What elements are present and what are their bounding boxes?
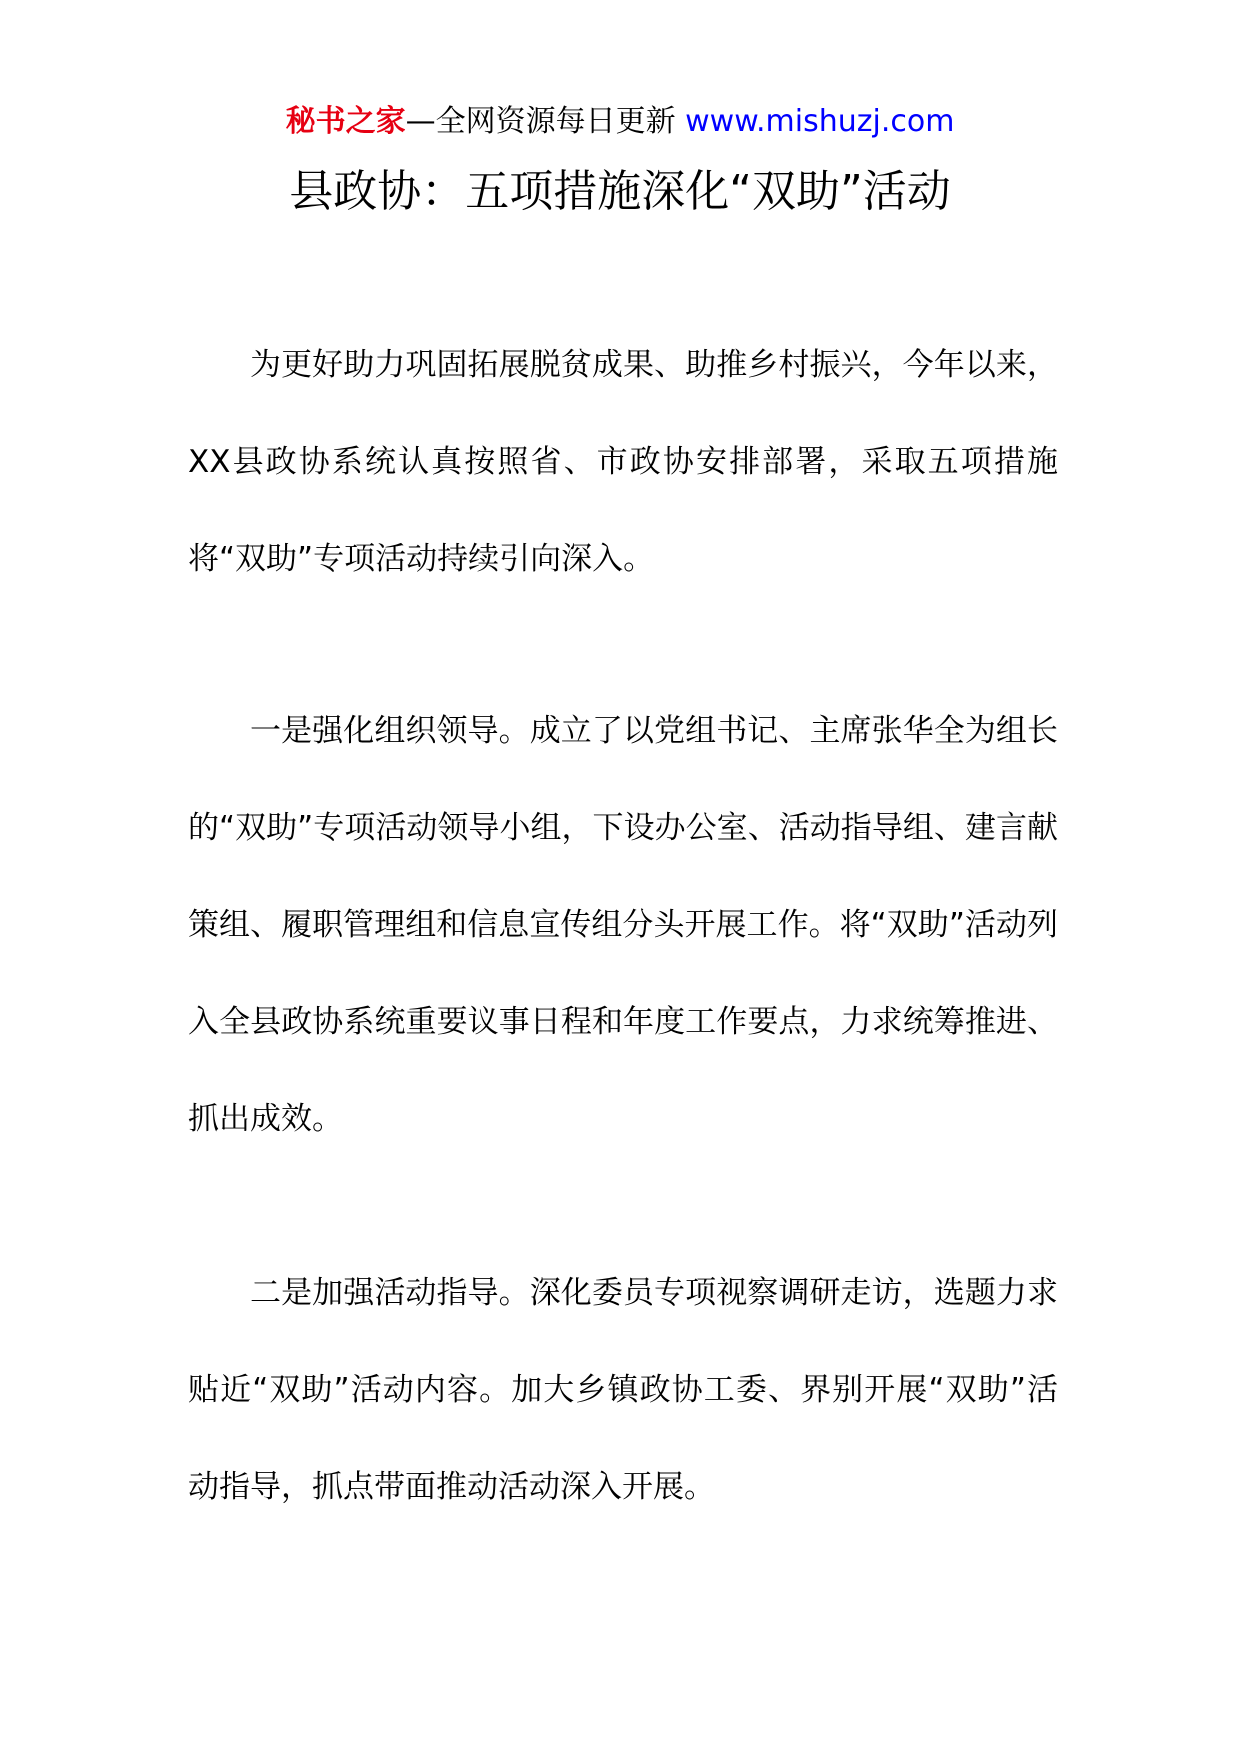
paragraph-measure-one: 一是强化组织领导。成立了以党组书记、主席张华全为组长的“双助”专项活动领导小组，下设办公室、活动指导组、建言献策组、履职管理组和信息宣传组分头开展工作。将“双助”活动列入全县政协系统重要议事日程和年度工作要点，力求统筹推进、抓出成效。: [188, 713, 1058, 1137]
paragraph-measure-two: 二是加强活动指导。深化委员专项视察调研走访，选题力求贴近“双助”活动内容。加大乡镇政协工委、界别开展“双助”活动指导，抓点带面推动活动深入开展。: [188, 1275, 1058, 1505]
site-slogan: —全网资源每日更新: [405, 104, 676, 139]
site-header: [0, 102, 1240, 142]
document-title: 县政协：五项措施深化“双助”活动: [289, 166, 951, 217]
paragraph-intro: 为更好助力巩固拓展脱贫成果、助推乡村振兴，今年以来，XX县政协系统认真按照省、市政协安排部署，采取五项措施将“双助”专项活动持续引向深入。: [188, 347, 1058, 577]
brand-name: 秘书之家: [285, 104, 406, 139]
site-url[interactable]: www.mishuzj.com: [685, 104, 955, 139]
